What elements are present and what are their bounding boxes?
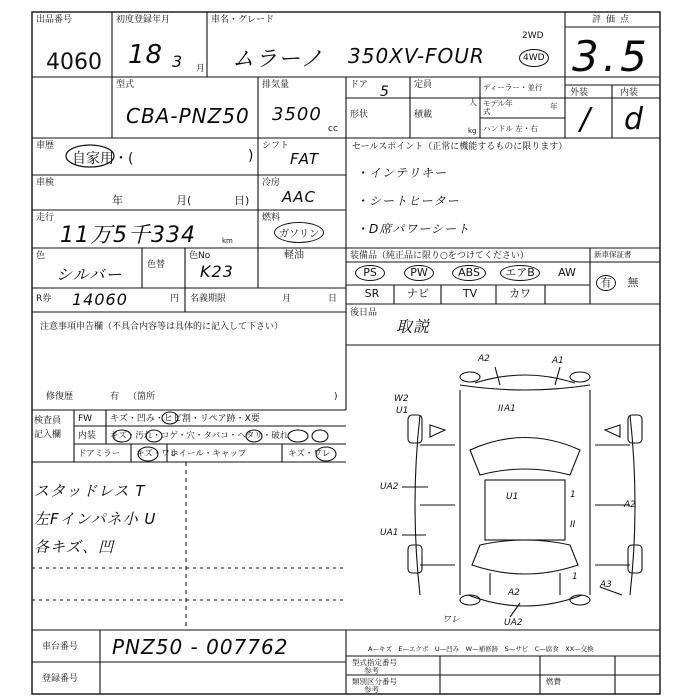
shaken-day: 日) [234,194,250,207]
shift: FAT [290,150,320,168]
doors-label: ドア [350,80,368,90]
vehicle-damage-diagram [400,355,650,625]
cc-unit: cc [328,124,338,134]
color-no: K23 [200,262,234,281]
class-ref: 参考 [364,685,379,694]
sales-point-2: ・シートヒーター [356,194,460,208]
first-reg-month: 3 [172,52,184,71]
yen-unit: 円 [170,294,180,304]
warranty-yes: 有 [596,275,616,291]
shift-label: シフト [262,141,290,151]
handle-label: ハンドル 左・右 [483,124,538,133]
warranty-no: 無 [627,276,639,289]
inspection-circles [100,410,420,462]
equip-leather: カワ [509,287,531,300]
tax-label: 名義期限 [190,294,227,304]
remark-1: スタッドレス T [34,482,146,500]
repair-value: 有 [110,392,120,402]
mark-crack: ワレ [442,615,461,625]
interior-label: 内装 [620,88,639,98]
equip-tv: TV [462,287,478,300]
shape-label: 形状 [350,110,369,120]
mileage-label: 走行 [36,213,55,223]
damage-legend: A—キズ E—エクボ U—凹み W—補修跡 S—サビ C—腐食 XX—交換 [368,645,594,653]
name-grade-label: 車名・グレード [211,15,275,25]
inspect-wheel-text: キズ・ワレ [288,449,331,459]
equip-navi: ナビ [407,287,429,300]
drive-2wd: 2WD [522,31,544,41]
exterior-grade: / [580,102,592,137]
car-name: ムラーノ [232,47,324,72]
car-grade: 350XV-FOUR [348,44,485,68]
usage-close: ) [248,148,254,164]
ac-label: 冷房 [262,178,281,188]
mark-rear-ua2: UA2 [504,618,523,628]
remark-2: 左Fインパネ小 U [34,510,157,528]
oil-label: 軽油 [284,250,304,261]
cert-label: 型式指定番号 [352,658,397,667]
repair-label: 修復歴 [46,392,74,402]
reg-label: 登録番号 [42,674,79,684]
inspect-mirror-text: キズ・ワレ [136,449,179,459]
interior-grade: d [624,102,645,137]
chassis-label: 車台番号 [42,642,79,652]
inspect-fw-text: キズ・凹み・ヒビ割・リペア跡・X要 [110,414,260,424]
sales-points-label: セールスポイント（正常に機能するものに限ります） [352,142,568,152]
repair-place: （箇所 [128,392,156,402]
inspect-fw-head: FW [78,414,93,424]
capacity-unit: 人 [469,98,477,107]
repaint-label: 色替 [147,260,166,270]
color: シルバー [56,265,123,284]
equip-aw: AW [558,266,576,279]
mark-w2: W2 [394,394,409,404]
mileage: 11万5千334 [60,223,196,248]
lot-no: 4060 [46,50,102,75]
mark-ua2-left: UA2 [380,482,399,492]
lot-no-label: 出品番号 [36,15,73,25]
model-code: CBA-PNZ50 [126,104,250,128]
load-label: 積載 [414,110,433,120]
fuel: ガソリン [274,222,324,243]
inspector-label-1: 検査員 [34,416,62,426]
mark-front-a2: A2 [478,354,490,364]
displacement: 3500 [272,104,322,125]
sales-point-3: ・D席パワーシート [356,222,471,236]
load-unit: kg [468,127,477,135]
inspect-int-head: 内装 [78,431,97,441]
displacement-label: 排気量 [262,80,290,90]
after-market-label: 後日品 [350,308,378,318]
inspect-int-text: キズ・汚れ・コゲ・穴・タバコ・ヘタリ・破れ [110,431,289,441]
month-unit: 月 [196,64,206,74]
inspector-label-2: 記入欄 [34,430,62,440]
mark-ua1-left: UA1 [380,528,399,538]
class-label: 類別区分番号 [352,677,397,686]
recycle-label: R券 [36,294,52,304]
first-reg-year: 18 [128,40,164,70]
shaken-year: 年 [112,194,123,207]
mark-hood-a1: A1 [504,404,516,414]
eval-label: 評価点 [592,15,635,25]
mark-rear-a2: A2 [508,588,520,598]
equip-pw: PW [404,265,434,281]
inspect-wheel-head: ホイール・キャップ [170,449,247,459]
mark-1-right: 1 [570,490,576,500]
doors: 5 [380,84,390,100]
shaken-label: 車検 [36,178,55,188]
mark-a3: A3 [600,580,612,590]
equip-ps: PS [355,265,385,281]
mark-roof-u1: U1 [506,492,519,502]
mark-front-a1: A1 [552,356,564,366]
warranty-label: 新車保証書 [594,250,632,259]
notes-label: 注意事項申告欄（不具合内容等は具体的に記入して下さい） [40,322,284,332]
equip-airbag: エアB [500,265,540,281]
drive-4wd: 4WD [519,49,549,67]
eval-score: 3.5 [572,32,651,81]
exterior-label: 外装 [570,88,589,98]
year-unit: 年 [550,102,558,111]
capacity-label: 定員 [414,80,433,90]
equipment-label: 装備品（純正品に限り○をつけてください） [350,251,529,261]
mark-ii-right: II [570,520,576,530]
model-label: 型式 [116,80,135,90]
equip-abs: ABS [452,265,486,281]
color-no-label: 色No [189,251,211,261]
tax-day: 日 [328,294,338,304]
sales-point-1: ・インテリキー [356,166,448,180]
fuel-efficiency-label: 燃費 [546,677,561,686]
mark-a2-right: A2 [624,500,636,510]
equip-sr: SR [364,287,380,300]
recycle-amount: 14060 [72,290,128,309]
chassis-number: PNZ50 - 007762 [112,635,289,659]
inspect-mirror-head: ドアミラー [78,449,121,459]
model-year-label: モデル年式 [483,99,513,116]
repair-close: ) [334,392,338,402]
usage: 自家用・( [72,151,134,167]
km-unit: km [222,237,233,245]
mark-1-rear: 1 [572,572,578,582]
dealer-label: ディーラー・並行 [483,83,543,92]
remark-3: 各キズ、凹 [34,538,115,556]
after-market-value: 取説 [396,317,431,336]
mark-ii-roof: II [498,404,504,414]
mark-u1-left: U1 [396,406,409,416]
first-reg-label: 初度登録年月 [116,15,171,25]
ac: AAC [282,188,316,206]
shaken-month: 月( [176,194,192,207]
tax-month: 月 [282,294,292,304]
usage-circle [64,143,116,169]
color-label: 色 [36,251,46,261]
usage-label: 車歴 [36,141,55,151]
cert-ref: 参考 [364,666,379,675]
fuel-label: 燃料 [262,213,281,223]
